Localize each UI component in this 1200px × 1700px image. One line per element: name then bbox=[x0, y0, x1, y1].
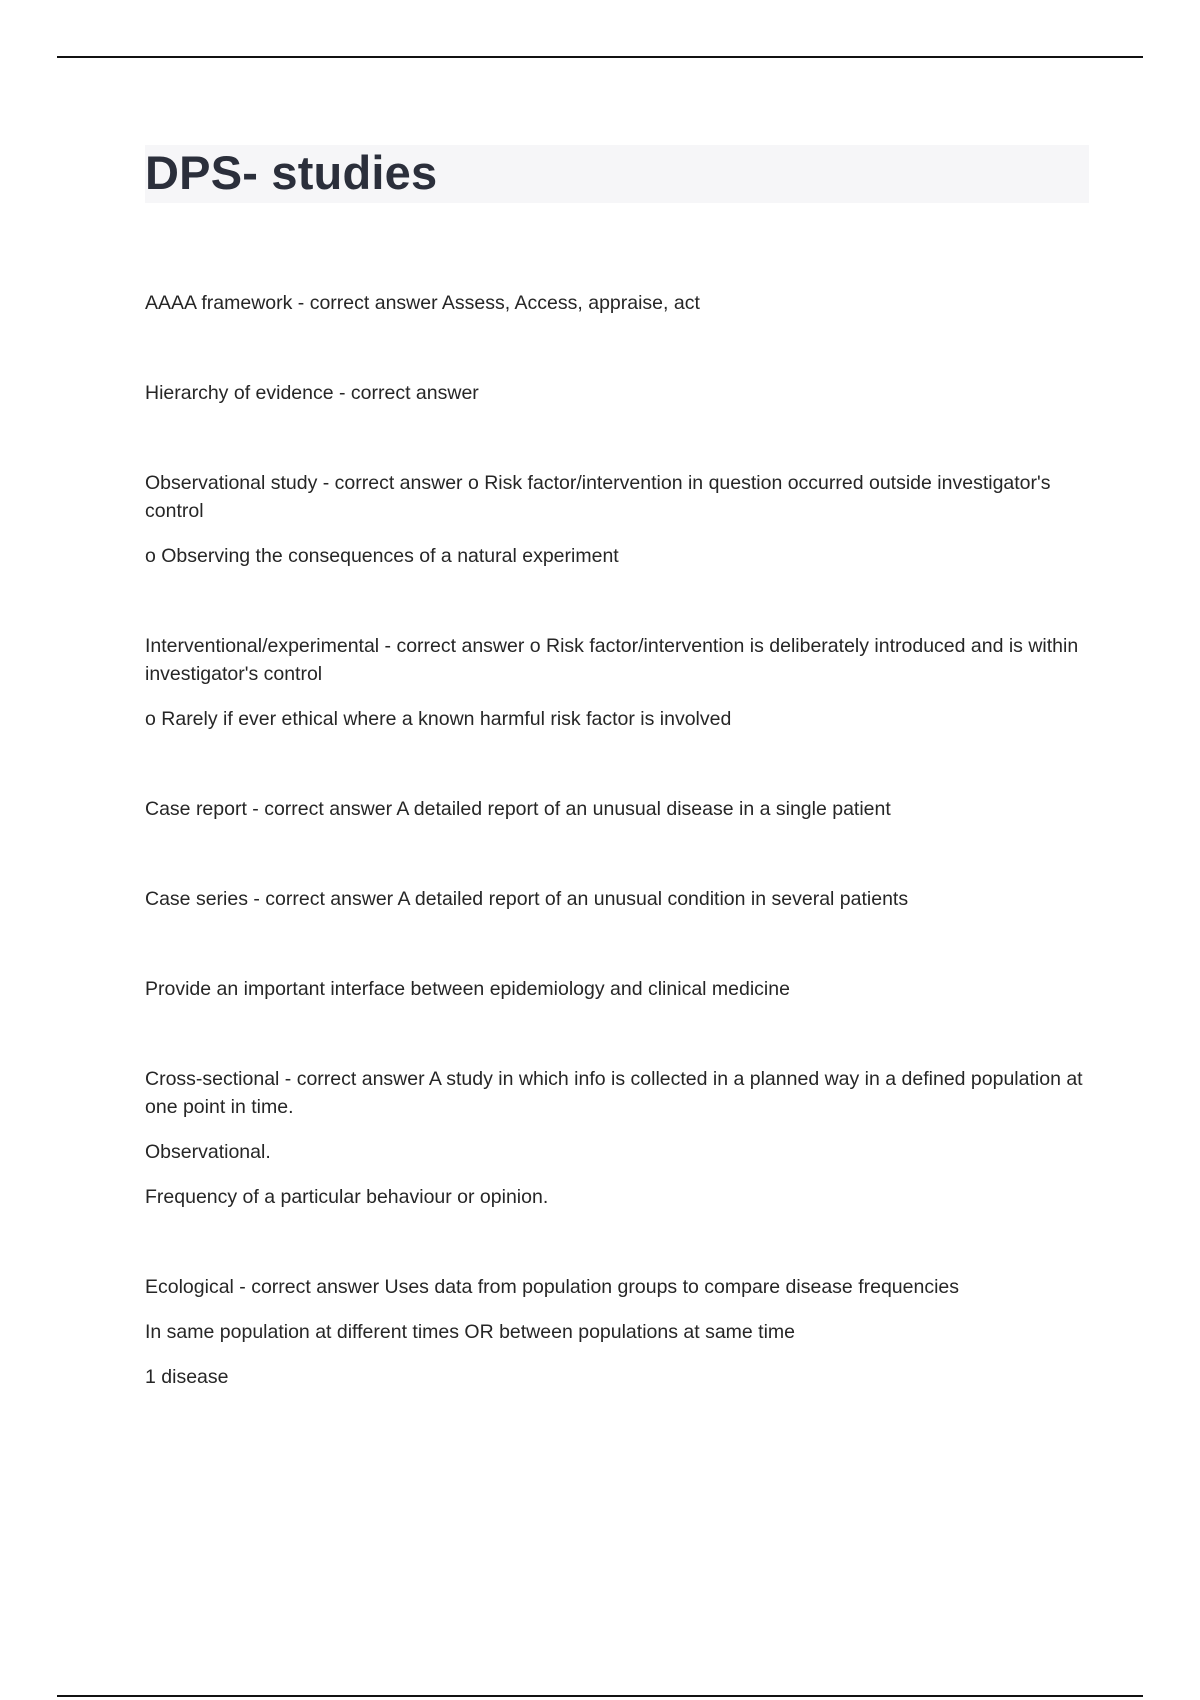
top-rule bbox=[57, 56, 1143, 58]
entry-case-series bbox=[145, 885, 1095, 913]
entry-cross-sectional bbox=[145, 1065, 1095, 1211]
document-body bbox=[145, 289, 1095, 1391]
entry-text: Provide an important interface between epidemiology and clinical medicine bbox=[145, 978, 790, 1000]
entry-interface-note bbox=[145, 975, 1095, 1003]
entry-observational-study bbox=[145, 469, 1095, 570]
entry-case-report bbox=[145, 795, 1095, 823]
entry-aaaa-framework bbox=[145, 289, 1095, 317]
entry-text: Ecological - correct answer Uses data from population groups to compare disease frequencies bbox=[145, 1276, 960, 1298]
entry-hierarchy-of-evidence bbox=[145, 379, 1095, 407]
entry-text: 1 disease bbox=[145, 1366, 229, 1388]
entry-text: Case report - correct answer A detailed report of an unusual disease in a single patient bbox=[145, 798, 891, 820]
bottom-rule bbox=[57, 1695, 1143, 1697]
entry-text: Observational study - correct answer o Risk factor/intervention in question occurred outside investigator's control bbox=[145, 472, 1051, 522]
entry-text: Observational. bbox=[145, 1141, 271, 1163]
entry-text: o Observing the consequences of a natural experiment bbox=[145, 545, 619, 567]
entry-text: AAAA framework - correct answer Assess, Access, appraise, act bbox=[145, 292, 700, 314]
entry-text: Case series - correct answer A detailed report of an unusual condition in several patients bbox=[145, 888, 909, 910]
entry-text: Interventional/experimental - correct answer o Risk factor/intervention is deliberately introduced and is within investigator's control bbox=[145, 635, 1079, 685]
entry-text: Hierarchy of evidence - correct answer bbox=[145, 382, 479, 404]
document-title: DPS- studies bbox=[145, 146, 438, 199]
entry-text: Frequency of a particular behaviour or opinion. bbox=[145, 1186, 549, 1208]
entry-text: o Rarely if ever ethical where a known harmful risk factor is involved bbox=[145, 708, 732, 730]
entry-ecological bbox=[145, 1273, 1095, 1391]
entry-interventional-experimental bbox=[145, 632, 1095, 733]
entry-text: Cross-sectional - correct answer A study in which info is collected in a planned way in a defined population at one point in time. bbox=[145, 1068, 1083, 1118]
entry-text: In same population at different times OR between populations at same time bbox=[145, 1321, 796, 1343]
